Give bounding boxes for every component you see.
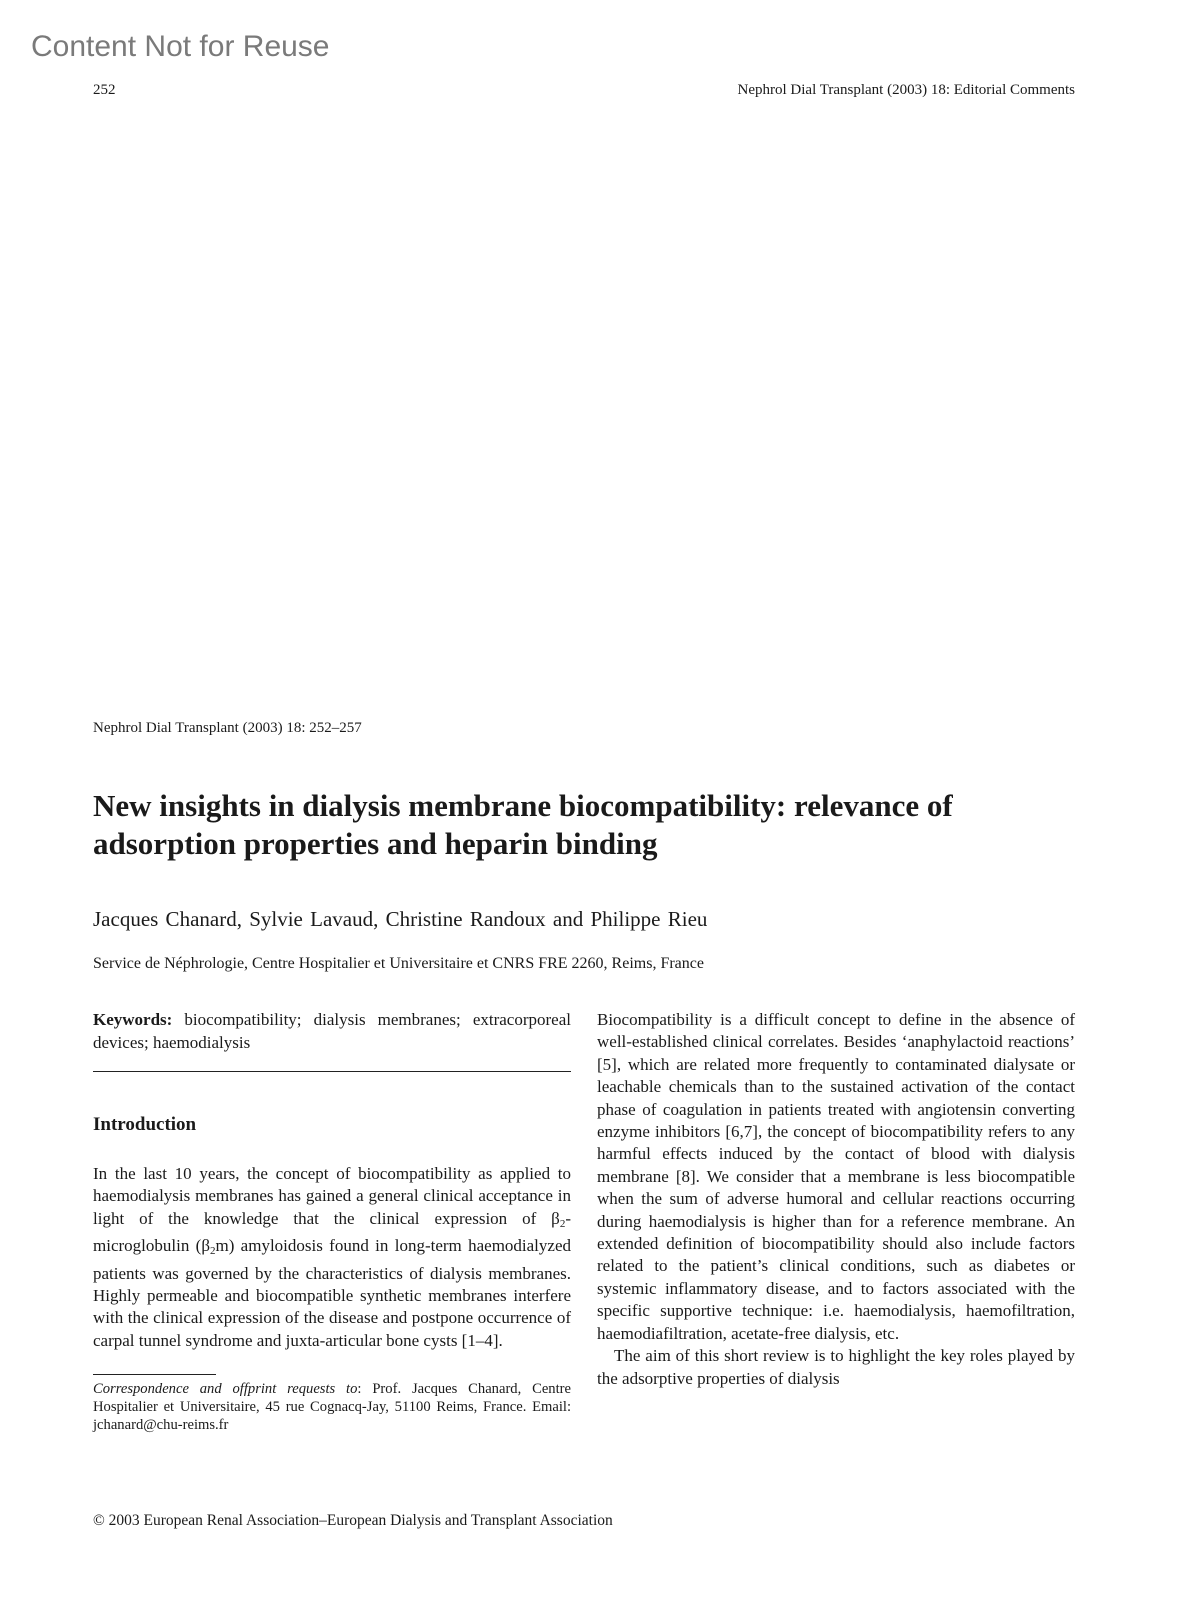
affiliation: Service de Néphrologie, Centre Hospitalier et Universitaire et CNRS FRE 2260, Reims, France (93, 955, 704, 972)
correspondence-text: : Prof. Jacques Chanard, Centre Hospitalier et Universitaire, 45 rue Cognacq-Jay, 51100 Reims, France. Email: jchanard@chu-reims.fr (93, 1381, 571, 1434)
running-head: Nephrol Dial Transplant (2003) 18: Editorial Comments (737, 82, 1075, 98)
aim-paragraph: The aim of this short review is to highlight the key roles played by the adsorptive properties of dialysis (597, 1346, 1075, 1388)
keywords-label: Keywords: (93, 1010, 173, 1029)
footnote-divider (93, 1374, 216, 1375)
page-number: 252 (93, 82, 116, 98)
left-column (93, 1009, 571, 1434)
article-title (93, 787, 1053, 863)
correspondence-note (93, 1380, 571, 1434)
intro-text-part-3: m) amyloidosis found in long-term haemodialyzed patients was governed by the characteristics of dialysis membranes. Highly permeable and biocompatible synthetic membranes interfere with the clinical expression of the disease and postpone occurrence of carpal tunnel syndrome and juxta-articular bone cysts [1–4]. (93, 1236, 571, 1350)
introduction-paragraph (93, 1163, 571, 1352)
author-list: Jacques Chanard, Sylvie Lavaud, Christine Randoux and Philippe Rieu (93, 907, 708, 931)
title-line-2: adsorption properties and heparin binding (93, 826, 658, 861)
intro-subscript-1: 2 (559, 1217, 566, 1230)
biocompatibility-paragraph: Biocompatibility is a difficult concept to define in the absence of well-established clinical correlates. Besides ‘anaphylactoid reactions’ [5], which are related more frequently to contaminated dialysate or leachable chemicals than to the sustained activation of the contact phase of coagulation in patients treated with angiotensin converting enzyme inhibitors [6,7], the concept of biocompatibility refers to any harmful effects induced by the contact of blood with dialysis membrane [8]. We consider that a membrane is less biocompatible when the sum of adverse humoral and cellular reactions occurring during haemodialysis is higher than for a reference membrane. An extended definition of biocompatibility should also include factors related to the patient’s clinical conditions, such as diabetes or systemic inflammatory disease, and to factors associated with the specific supportive technique: i.e. haemodialysis, haemofiltration, haemodiafiltration, acetate-free dialysis, etc. (597, 1010, 1075, 1343)
correspondence-label: Correspondence and offprint requests to (93, 1381, 358, 1398)
intro-text-part-1: In the last 10 years, the concept of biocompatibility as applied to haemodialysis membranes has gained a general clinical acceptance in light of the knowledge that the clinical expression of β (93, 1164, 571, 1228)
copyright-notice: © 2003 European Renal Association–European Dialysis and Transplant Association (93, 1512, 613, 1529)
keywords (93, 1009, 571, 1054)
article-citation: Nephrol Dial Transplant (2003) 18: 252–257 (93, 720, 362, 736)
intro-text-part-2: -microglobulin (β (93, 1208, 571, 1256)
right-column (597, 1009, 1075, 1390)
keywords-divider (93, 1071, 571, 1072)
section-heading-introduction: Introduction (93, 1114, 197, 1135)
title-line-1: New insights in dialysis membrane biocompatibility: relevance of (93, 788, 953, 823)
keywords-text: biocompatibility; dialysis membranes; extracorporeal devices; haemodialysis (93, 1010, 571, 1052)
intro-subscript-2: 2 (209, 1245, 216, 1258)
watermark: Content Not for Reuse (31, 30, 330, 63)
